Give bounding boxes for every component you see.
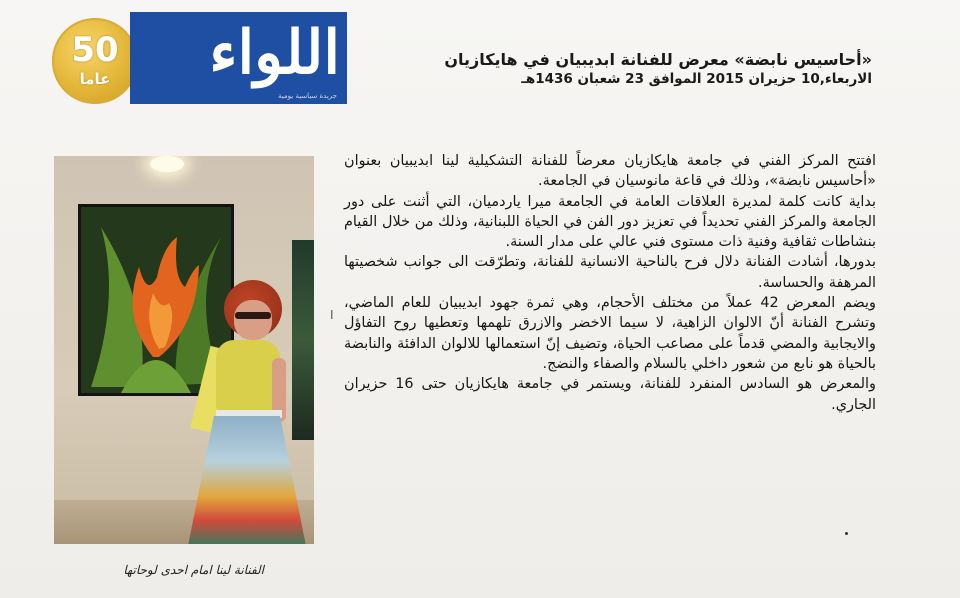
article-paragraph: بدورها، أشادت الفنانة دلال فرح بالناحية الانسانية للفنانة، وتطرّقت الى جوانب شخصيتها المرهفة والحساسة. xyxy=(344,254,876,291)
article-headline: «أحاسيس نابضة» معرض للفنانة ابديبيان في هايكازيان xyxy=(444,50,872,69)
face xyxy=(234,300,272,340)
article-paragraph: ويضم المعرض 42 عملاً من مختلف الأحجام، وهي ثمرة جهود ابديبيان للعام الماضي، وتشرح الفنانة أنّ الالوان الزاهية، لا سيما الاخضر والازرق تلهمها وتعطيها روح التفاؤل والايجابية والمضي قدماً على مصاعب الحياة، وتضيف إنّ استعمالها للالوان الدافئة والنابضة بالحياة هو نابع من شعور داخلي بالسلام والصفاء والنضج. xyxy=(344,295,876,372)
sunglasses xyxy=(235,312,271,319)
anniversary-number: 50 xyxy=(71,30,119,70)
logo-tagline: جريدة سياسية يومية xyxy=(278,92,337,100)
article-body xyxy=(344,151,876,415)
text-cursor-icon: I xyxy=(330,308,334,322)
article-paragraph: والمعرض هو السادس المنفرد للفنانة، ويستمر في جامعة هايكازيان حتى 16 حزيران الجاري. xyxy=(344,376,876,413)
anniversary-badge xyxy=(52,18,138,104)
ceiling-light xyxy=(150,156,184,172)
masthead xyxy=(52,6,347,106)
newspaper-logo xyxy=(130,12,347,104)
floral-skirt xyxy=(188,416,306,544)
article-dateline: الاربعاء,10 حزيران 2015 الموافق 23 شعبان 1436هـ xyxy=(521,71,872,87)
logo-text: اللواء xyxy=(209,18,340,88)
article-paragraph: بداية كانت كلمة لمديرة العلاقات العامة في الجامعة ميرا ياردميان، التي أثنت على دور الجامعة والمركز الفني تحديداً في تعزيز دور الفن في الحياة اللبنانية، وذلك من خلال القيام بنشاطات ثقافية وفنية ذات مستوى فني عالي على مدار السنة. xyxy=(344,193,876,251)
anniversary-label: عاما xyxy=(79,70,111,88)
yellow-top xyxy=(216,340,280,412)
artist-figure xyxy=(180,274,310,544)
photo-caption: الفنانة لينا امام احدى لوحاتها xyxy=(123,563,264,577)
article-photo xyxy=(54,156,314,544)
article-paragraph: افتتح المركز الفني في جامعة هايكازيان معرضاً للفنانة التشكيلية لينا ابديبيان بعنوان «أحاسيس نابضة»، وذلك في قاعة مانوسيان في الجامعة. xyxy=(344,153,876,190)
speck xyxy=(845,532,848,535)
